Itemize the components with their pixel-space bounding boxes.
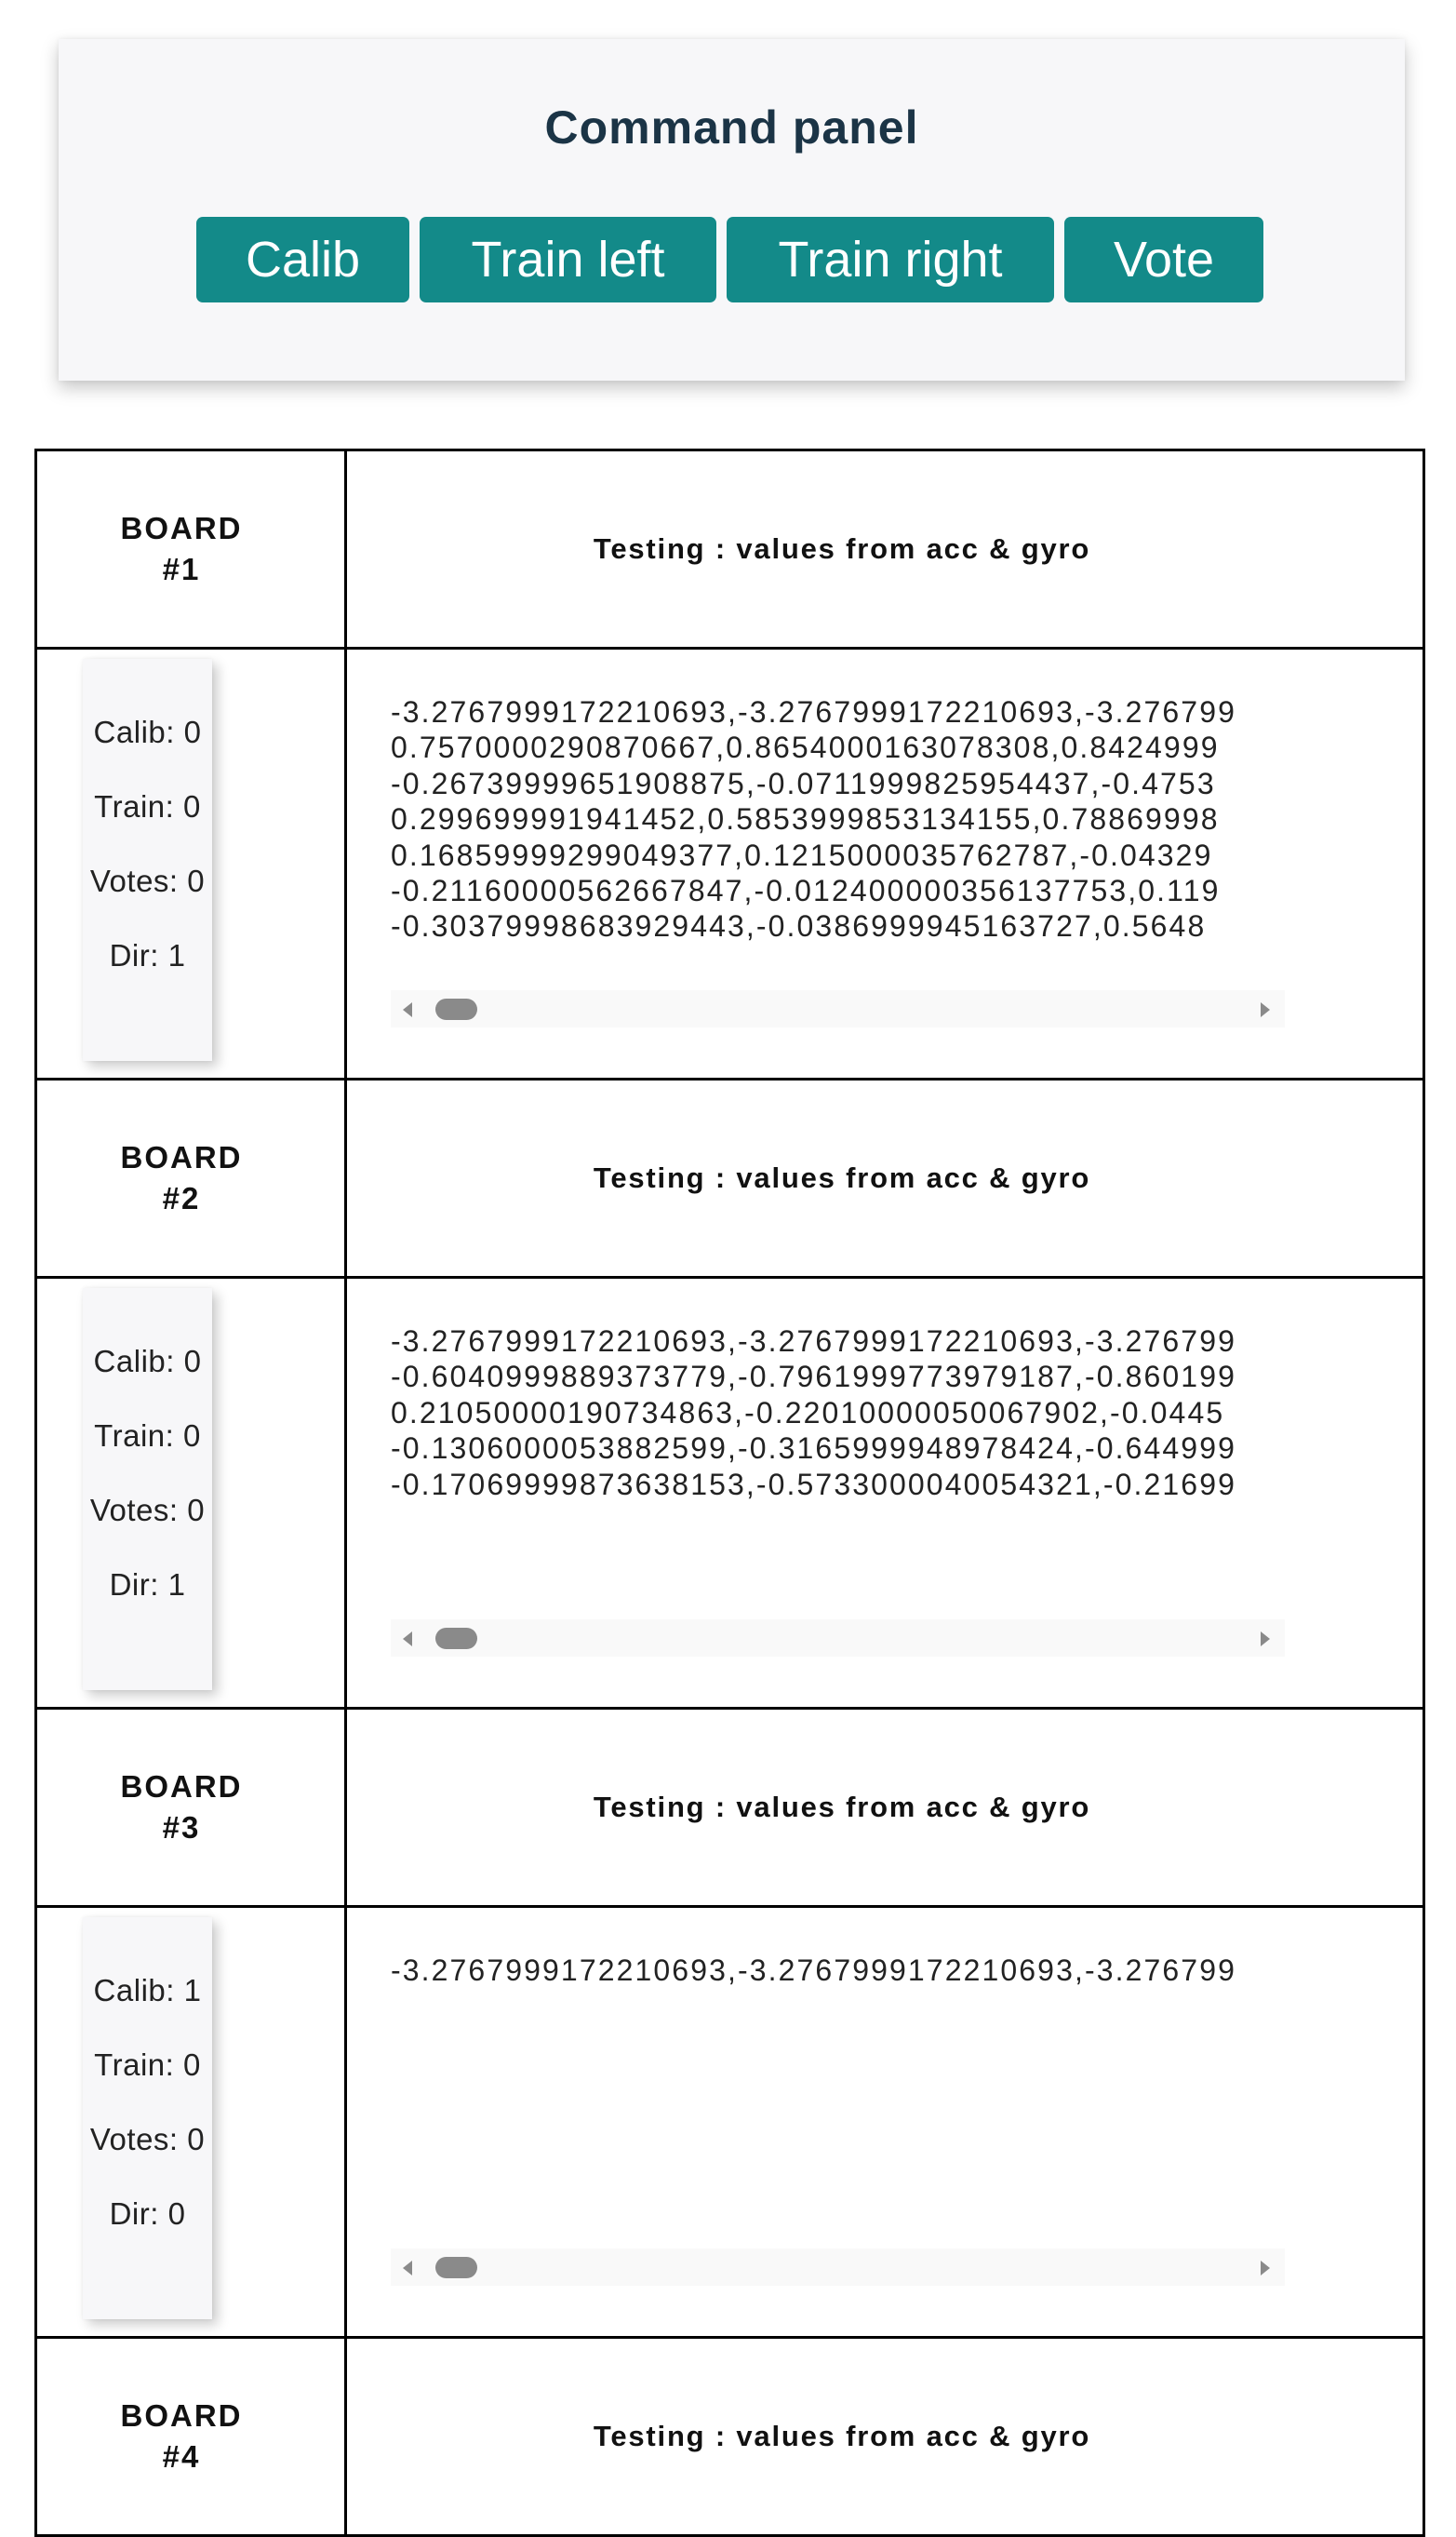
train-count: Train: 0 [94,2047,201,2082]
board-status-card [83,1917,212,2319]
sensor-values-line: -0.1306000053882599,-0.3165999948978424,-0.644999 [391,1431,1236,1466]
train-count: Train: 0 [94,789,201,824]
board-number: #4 [162,2439,201,2474]
sensor-values-line: -0.26739999651908875,-0.0711999825954437,-0.4753 [391,766,1216,800]
calib-count: Calib: 1 [93,1973,202,2007]
sensor-values-line: -0.6040999889373779,-0.7961999773979187,-0.860199 [391,1360,1236,1394]
board-header-row [36,1709,1424,1907]
board-values-cell [346,1278,1424,1709]
train-right-button[interactable]: Train right [727,217,1054,302]
sensor-values-line: -3.2767999172210693,-3.2767999172210693,-3.276799 [391,1953,1236,1987]
scroll-right-arrow-icon[interactable] [1261,1631,1270,1646]
sensor-values-line: 0.16859999299049377,0.1215000035762787,-0.04329 [391,838,1213,872]
board-number: #3 [162,1810,201,1845]
vote-button[interactable]: Vote [1064,217,1263,302]
board-label-line1: BOARD [120,1140,243,1175]
horizontal-scrollbar[interactable] [391,990,1285,1027]
votes-count: Votes: 0 [89,2122,206,2156]
board-label [36,2338,346,2536]
board-header-title: Testing : values from acc & gyro [593,1161,1091,1194]
board-label-line1: BOARD [120,511,243,545]
board-data-row [36,1907,1424,2338]
board-label [36,450,346,649]
boards-table [34,449,1425,2537]
command-button-row [59,217,1405,302]
scrollbar-thumb[interactable] [435,999,477,1020]
sensor-values-box[interactable] [391,1953,1284,2232]
board-data-row [36,1278,1424,1709]
board-status-cell [36,649,346,1080]
scrollbar-thumb[interactable] [435,1628,477,1649]
board-number: #1 [162,552,201,586]
board-header-cell [346,1709,1424,1907]
scroll-left-arrow-icon[interactable] [403,2261,412,2275]
calib-count: Calib: 0 [93,1344,202,1378]
sensor-values-line: 0.21050000190734863,-0.22010000050067902,-0.0445 [391,1395,1225,1430]
sensor-values-line: -0.17069999873638153,-0.5733000040054321,-0.21699 [391,1467,1236,1501]
board-label-line1: BOARD [120,2398,243,2433]
direction-value: Dir: 1 [109,938,186,973]
board-header-row [36,2338,1424,2536]
votes-count: Votes: 0 [89,1493,206,1527]
calib-button[interactable]: Calib [196,217,409,302]
scroll-right-arrow-icon[interactable] [1261,1002,1270,1017]
board-label [36,1080,346,1278]
board-status-card [83,659,212,1061]
board-status-cell [36,1907,346,2338]
horizontal-scrollbar[interactable] [391,2248,1285,2286]
board-label-line1: BOARD [120,1769,243,1804]
board-number: #2 [162,1181,201,1215]
board-header-row [36,1080,1424,1278]
board-label [36,1709,346,1907]
board-header-title: Testing : values from acc & gyro [593,1791,1091,1823]
scroll-left-arrow-icon[interactable] [403,1631,412,1646]
board-values-cell [346,1907,1424,2338]
horizontal-scrollbar[interactable] [391,1619,1285,1657]
direction-value: Dir: 0 [109,2196,186,2231]
board-header-cell [346,1080,1424,1278]
votes-count: Votes: 0 [89,864,206,898]
sensor-values-box[interactable] [391,1323,1284,1603]
train-left-button[interactable]: Train left [420,217,716,302]
sensor-values-line: -0.21160000562667847,-0.012400000356137753,0.119 [391,874,1221,908]
scroll-left-arrow-icon[interactable] [403,1002,412,1017]
board-status-cell [36,1278,346,1709]
scrollbar-thumb[interactable] [435,2257,477,2278]
sensor-values-line: -3.2767999172210693,-3.2767999172210693,-3.276799 [391,1324,1236,1358]
sensor-values-line: -3.2767999172210693,-3.2767999172210693,-3.276799 [391,695,1236,729]
direction-value: Dir: 1 [109,1567,186,1602]
sensor-values-box[interactable] [391,694,1284,973]
board-status-card [83,1288,212,1690]
board-header-title: Testing : values from acc & gyro [593,2420,1091,2452]
scroll-right-arrow-icon[interactable] [1261,2261,1270,2275]
board-header-cell [346,450,1424,649]
command-panel-title: Command panel [544,101,919,154]
board-header-title: Testing : values from acc & gyro [593,532,1091,565]
board-data-row [36,649,1424,1080]
board-header-cell [346,2338,1424,2536]
board-values-cell [346,649,1424,1080]
sensor-values-line: 0.299699991941452,0.5853999853134155,0.78869998 [391,802,1220,837]
train-count: Train: 0 [94,1418,201,1453]
board-header-row [36,450,1424,649]
calib-count: Calib: 0 [93,715,202,749]
command-panel [59,39,1405,381]
sensor-values-line: -0.30379998683929443,-0.0386999945163727,0.5648 [391,909,1207,944]
sensor-values-line: 0.7570000290870667,0.8654000163078308,0.8424999 [391,731,1220,765]
